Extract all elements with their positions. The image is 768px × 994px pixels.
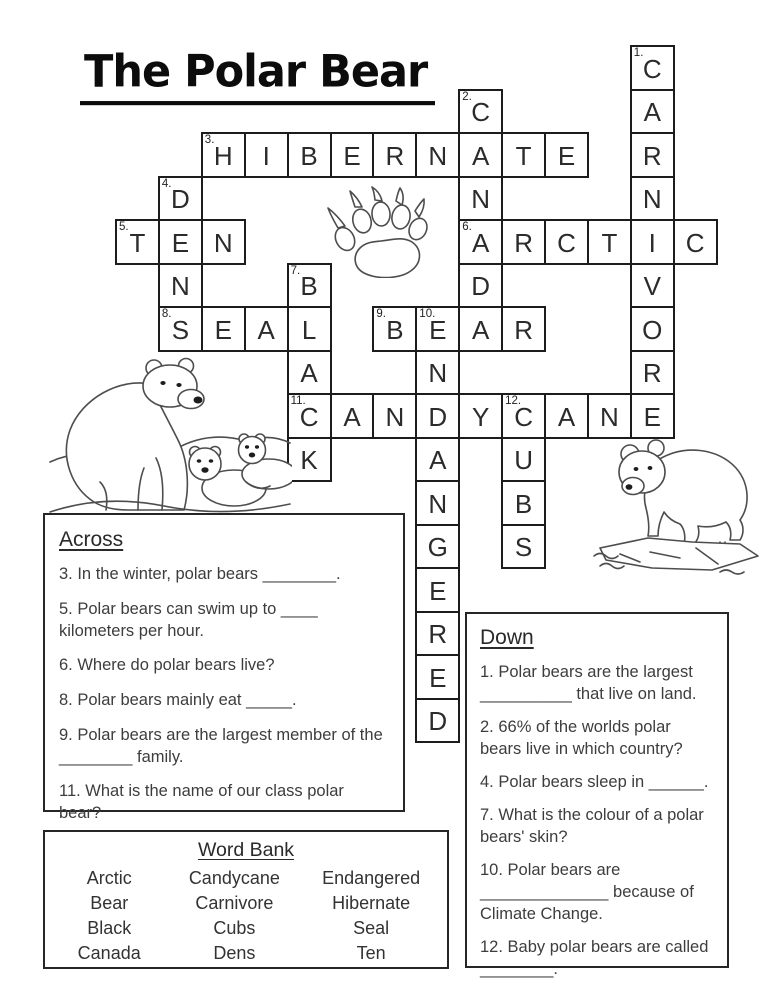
clue-number: 3. [204,134,215,146]
grid-cell [630,176,675,222]
cell-letter: L [301,314,317,345]
word-bank-word: Canada [77,943,141,964]
cell-letter: E [643,401,661,432]
clue-item: 1. Polar bears are the largest __________ that live on land. [480,663,697,703]
clue-number: 10. [419,308,436,320]
cell-letter: E [429,575,447,606]
cell-letter: A [300,358,318,389]
cell-letter: D [428,401,448,432]
grid-cell [330,393,375,439]
cell-letter: E [343,140,361,171]
cell-letter: K [300,445,318,476]
grid-cell [201,219,246,265]
cell-letter: H [213,140,233,171]
cell-letter: N [600,401,619,432]
word-bank-column [167,866,301,966]
word-bank-word: Candycane [188,868,280,888]
word-bank-word: Dens [213,943,256,964]
cell-letter: C [299,401,319,432]
cell-letter: I [648,227,656,258]
down-clues [480,662,714,981]
cell-letter: C [514,401,533,432]
grid-cell [330,132,375,178]
down-clue-box [465,612,729,978]
cell-letter: R [642,358,662,389]
grid-cell [415,437,460,483]
grid-cell [501,219,546,265]
cell-letter: R [642,140,662,171]
grid-cell [415,306,460,352]
cell-letter: R [385,140,405,171]
cell-letter: C [642,53,662,84]
bear-on-ice-illustration [592,422,768,576]
cell-letter: E [557,140,576,171]
clue-number: 8. [161,308,172,320]
grid-cell [458,393,503,439]
down-heading: Down [480,626,534,649]
grid-cell [287,132,332,178]
cell-letter: C [471,97,491,128]
bear-family-illustration [48,340,292,514]
grid-cell [630,45,675,91]
cell-letter: O [642,314,663,345]
cell-letter: A [643,97,661,128]
across-heading: Across [59,528,124,551]
across-clues [59,564,389,825]
grid-cell [544,132,589,178]
cell-letter: I [262,140,270,171]
word-bank-word: Seal [353,918,390,939]
grid-cell [415,480,460,526]
cell-letter: S [514,532,533,563]
grid-cell [458,219,503,265]
grid-cell [501,524,546,570]
cell-letter: T [601,227,618,258]
grid-cell [587,219,632,265]
grid-cell [458,176,503,222]
cell-letter: B [300,271,318,302]
grid-cell [630,219,675,265]
cell-letter: N [171,271,190,302]
clue-number: 2. [462,90,472,103]
grid-cell [287,306,332,352]
grid-cell [158,263,203,309]
cell-letter: D [471,271,491,302]
grid-cell [201,132,246,178]
grid-cell [287,437,332,483]
clue-number: 5. [119,221,129,233]
clue-number: 7. [290,264,301,277]
word-bank-columns [51,866,441,966]
grid-cell [415,698,460,744]
grid-cell [415,350,460,396]
word-bank-box [43,830,449,969]
clue-item: 5. Polar bears can swim up to ____ kilometers per hour. [59,599,318,640]
clue-item: 7. What is the colour of a polar bears' skin? [480,806,704,847]
cell-letter: N [428,358,448,389]
clue-item: 8. Polar bears mainly eat _____. [59,691,297,710]
cell-letter: A [472,140,490,171]
cell-letter: R [514,314,533,345]
cell-letter: E [429,662,447,693]
cell-letter: A [429,445,447,476]
clue-item: 9. Polar bears are the largest member of the ________ family. [59,725,383,766]
word-bank-word: Hibernate [332,893,411,914]
clue-number: 1. [633,47,644,59]
grid-cell [415,524,460,570]
word-bank-word: Endangered [322,868,421,888]
clue-item: 6. Where do polar bears live? [59,656,275,675]
cell-letter: S [171,314,190,345]
cell-letter: G [427,532,448,563]
cell-letter: R [514,227,533,258]
word-bank-word: Carnivore [195,893,274,914]
grid-cell [458,306,503,352]
grid-cell [372,132,417,178]
cell-letter: N [213,227,233,258]
cell-letter: Y [472,401,490,432]
cell-letter: V [643,271,661,302]
grid-cell [458,263,503,309]
cell-letter: N [428,488,448,519]
grid-cell [415,654,460,700]
word-bank-word: Arctic [86,868,132,888]
cell-letter: D [428,706,448,737]
grid-cell [630,263,675,309]
grid-cell [630,132,675,178]
cell-letter: N [385,401,405,432]
grid-cell [630,350,675,396]
clue-item: 11. What is the name of our class polar bear? [59,782,344,823]
grid-cell [115,219,160,265]
grid-cell [501,306,546,352]
grid-cell [501,480,546,526]
word-bank-word: Ten [356,943,386,964]
cell-letter: R [428,619,448,650]
grid-cell [287,393,332,439]
cell-letter: E [429,314,447,345]
clue-item: 10. Polar bears are ______________ because of Climate Change. [480,861,694,923]
grid-cell [415,567,460,613]
cell-letter: T [129,227,146,258]
cell-letter: B [300,140,318,171]
grid-cell [287,263,332,309]
cell-letter: E [214,314,232,345]
cell-letter: B [514,488,533,519]
clue-number: 4. [161,177,172,190]
grid-cell [458,89,503,135]
grid-cell [287,350,332,396]
grid-cell [415,132,460,178]
cell-letter: C [557,227,576,258]
grid-cell [458,132,503,178]
grid-cell [372,393,417,439]
cell-letter: A [472,227,490,258]
page-title: The Polar Bear [80,48,435,106]
grid-cell [501,132,546,178]
grid-cell [630,89,675,135]
word-bank-column [301,866,441,966]
cell-letter: E [171,227,190,258]
cell-letter: B [386,314,404,345]
grid-cell [501,393,546,439]
grid-cell [544,219,589,265]
grid-cell [158,176,203,222]
grid-cell [630,306,675,352]
word-bank-word: Cubs [213,918,256,939]
clue-item: 4. Polar bears sleep in ______. [480,773,709,792]
clue-number: 6. [462,221,472,233]
cell-letter: A [557,401,576,432]
grid-cell [501,437,546,483]
grid-cell [372,306,417,352]
grid-cell [415,393,460,439]
clue-number: 11. [290,395,306,407]
grid-cell [244,132,289,178]
cell-letter: A [343,401,361,432]
cell-letter: T [515,140,532,171]
grid-cell [158,219,203,265]
word-bank-word: Bear [90,893,129,914]
cell-letter: C [685,227,705,258]
cell-letter: N [428,140,448,171]
cell-letter: N [471,184,491,215]
clue-number: 9. [376,308,386,320]
cell-letter: U [514,445,533,476]
grid-cell [673,219,718,265]
cell-letter: A [257,314,275,345]
word-bank-heading: Word Bank [197,839,295,861]
cell-letter: D [171,184,190,215]
clue-item: 12. Baby polar bears are called ________. [480,938,709,978]
grid-cell [544,393,589,439]
clue-number: 12. [505,395,522,407]
word-bank-word: Black [87,918,132,939]
cell-letter: N [642,184,662,215]
clue-item: 2. 66% of the worlds polar bears live in which country? [480,718,683,758]
word-bank-column [51,866,167,966]
clue-item: 3. In the winter, polar bears ________. [59,565,341,583]
grid-cell [415,611,460,657]
across-clue-box [43,513,405,823]
cell-letter: A [472,314,490,345]
